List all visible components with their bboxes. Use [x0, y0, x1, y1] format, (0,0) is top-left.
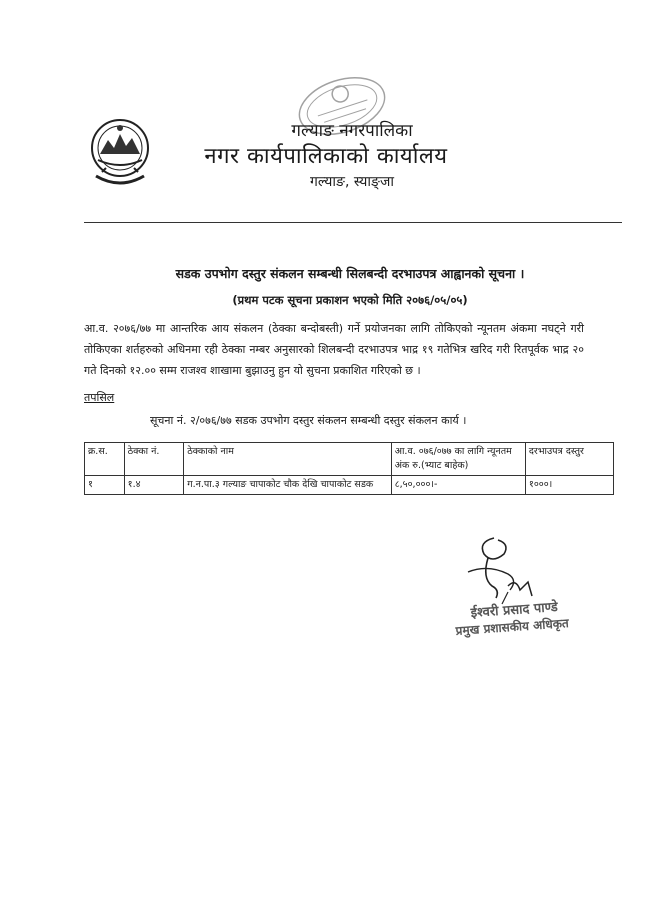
signatory-title: प्रमुख प्रशासकीय अधिकृत	[455, 616, 570, 638]
col-serial-header: क्र.स.	[85, 443, 125, 476]
col-bid-fee-header: दरभाउपत्र दस्तुर	[525, 443, 613, 476]
notice-subtitle: (प्रथम पटक सूचना प्रकाशन भएको मिति २०७६/०५/०५)	[232, 293, 468, 307]
municipality-emblem-icon	[88, 114, 152, 194]
notice-reference: सूचना नं. २/०७६/७७ सडक उपभोग दस्तुर संकलन सम्बन्धी दस्तुर संकलन कार्य ।	[150, 414, 467, 427]
notice-body: आ.व. २०७६/७७ मा आन्तरिक आय संकलन (ठेक्का बन्दोबस्ती) गर्ने प्रयोजनका लागि तोकिएको न्यूनतम अंकमा नघट्ने गरी तोकिएका शर्तहरुको अधिनमा रही ठेक्का नम्बर अनुसारको शिलबन्दी दरभाउपत्र भाद्र १९ गतेभित्र खरिद गरी रितपूर्वक भाद्र २० गते दिनको १२.०० सम्म राजश्व शाखामा बुझाउनु हुन यो सुचना प्रकाशित गरिएको छ ।	[84, 322, 584, 377]
col-minimum-amount-header: आ.व. ०७६/०७७ का लागि न्यूनतम अंक रु.(भ्याट बाहेक)	[391, 443, 525, 476]
cell-contract-no: १.४	[124, 476, 184, 495]
schedule-label: तपसिल	[84, 391, 115, 404]
cell-minimum-amount: ८,५०,०००।-	[391, 476, 525, 495]
cell-bid-fee: १०००।	[525, 476, 613, 495]
office-name: नगर कार्यपालिकाको कार्यालय	[204, 144, 448, 169]
notice-title: सडक उपभोग दस्तुर संकलन सम्बन्धी सिलबन्दी दरभाउपत्र आह्वानको सूचना ।	[175, 266, 525, 281]
col-contract-name-header: ठेक्काको नाम	[184, 443, 391, 476]
signatory-name: ईश्वरी प्रसाद पाण्डे	[470, 599, 559, 621]
cell-contract-name: ग.न.पा.३ गल्याङ चापाकोट चौक देखि चापाकोट सडक	[184, 476, 391, 495]
header-divider	[84, 222, 622, 223]
table-row	[85, 476, 614, 495]
office-address: गल्याङ, स्याङ्जा	[310, 174, 394, 190]
municipality-name: गल्याङ नगरपालिका	[291, 121, 413, 141]
col-contract-no-header: ठेक्का नं.	[124, 443, 184, 476]
table-header-row	[85, 443, 614, 476]
cell-serial: १	[85, 476, 125, 495]
contract-table	[84, 442, 614, 495]
